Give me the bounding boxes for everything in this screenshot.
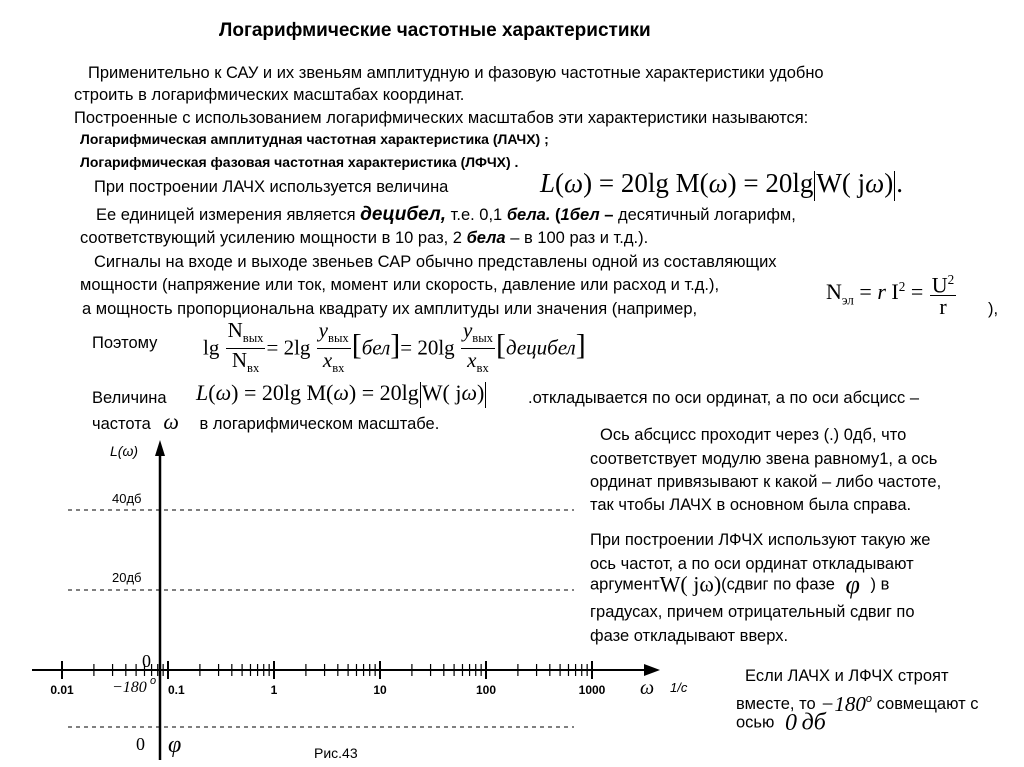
note-3-line-2: [736, 689, 979, 717]
note-1-line-1: Ось абсцисс проходит через (.) 0дб, что: [600, 426, 907, 444]
decibel-pre: Ее единицей измерения является: [96, 206, 356, 224]
y-axis-arrow: [155, 440, 165, 456]
decibel-bela-1: бела.: [506, 206, 551, 224]
note-1-line-2: соответствует модулю звена равному1, а ось: [590, 450, 938, 468]
formula-period: .: [896, 168, 903, 198]
construction-text: При построении ЛАЧХ используется величина: [94, 178, 449, 196]
lachx-definition: Логарифмическая амплитудная частотная характеристика (ЛАЧХ) ;: [80, 131, 549, 147]
signals-line-3: а мощность пропорциональна квадрату их амплитуды или значения (например,: [82, 300, 698, 318]
note-2-line-2: ось частот, а по оси ординат откладывают: [590, 555, 914, 573]
decibel-bel-1: 1бел: [560, 206, 600, 224]
chart-axes: [32, 440, 660, 760]
therefore-N-out: N: [227, 318, 243, 342]
x-tick-label: 10: [373, 683, 387, 697]
intro-line-3: Построенные с использованием логарифмических масштабов эти характеристики называются:: [74, 109, 809, 127]
note-3-deg: o: [865, 693, 873, 705]
note-3-zero: 0: [785, 709, 797, 736]
page-title: Логарифмические частотные характеристики: [219, 20, 651, 41]
signals-line-2: мощности (напряжение или ток, момент или скорость, давление или расход и т.д.),: [80, 276, 720, 294]
decibel-rest: десятичный логарифм,: [617, 206, 796, 224]
power-sub: эл: [841, 292, 854, 308]
therefore-label: Поэтому: [92, 334, 158, 352]
x-tick-label: 0.01: [50, 683, 74, 697]
note-2-in: ) в: [870, 575, 890, 594]
therefore-out-sub: вых: [242, 331, 264, 346]
y-axis-label-text: L(ω): [110, 443, 139, 459]
phase-zero-label: 0: [136, 734, 145, 754]
y-axis-label: [110, 443, 138, 459]
magnitude-omega-3: ω: [461, 380, 478, 405]
magnitude-label: Величина: [92, 389, 167, 407]
magnitude-after: .откладывается по оси ординат, а по оси абсцисс –: [528, 389, 920, 407]
note-1-line-4: так чтобы ЛАЧХ в основном была справа.: [590, 496, 912, 514]
power-r: r: [877, 279, 886, 305]
x-tick-label: 1: [270, 683, 278, 697]
formula-eq1: ) = 20lg M(: [583, 168, 709, 198]
note-3-line-1: Если ЛАЧХ и ЛФЧХ строят: [745, 667, 949, 685]
therefore-in-sub-2: вх: [332, 361, 345, 376]
note-3-angle: −180: [820, 692, 866, 717]
note-2-arg: аргумент: [590, 575, 660, 594]
magnitude-omega-symbol: ω: [163, 409, 179, 434]
magnitude-W: W( j: [421, 380, 462, 405]
therefore-eq20lg: = 20lg: [400, 335, 455, 360]
note-3-together: вместе, то: [736, 695, 816, 714]
x-axis-unit: 1/c: [670, 680, 688, 695]
label-40db: 40дб: [112, 491, 142, 506]
therefore-in-sub-3: вх: [476, 361, 489, 376]
magnitude-omega-1: ω: [215, 380, 232, 405]
note-1-line-3: ординат привязывают к какой – либо частоте,: [590, 473, 942, 491]
therefore-formula: lg $\frac{N_{вых}}{N_{вх}}$ = 2lg $\frac{y_{вых}}{x_{вх}}$ [бел]= 20lg $\frac{y_{вых}}{x_{вх}}$ [децибел]: [203, 320, 586, 379]
decibel-open: (: [555, 206, 561, 224]
formula-L: L: [540, 168, 556, 198]
power-U-sup: 2: [947, 272, 955, 287]
note-3-db: дб: [801, 709, 826, 736]
formula-omega-2: ω: [708, 168, 728, 198]
x-axis-arrow: [644, 664, 660, 676]
intro-line-2: строить в логарифмических масштабах координат.: [74, 86, 465, 104]
therefore-eq2lg: = 2lg: [266, 335, 311, 360]
formula-omega: ω: [564, 168, 584, 198]
decibel-word: децибел,: [360, 204, 447, 225]
power-I: I: [891, 279, 899, 305]
note-2-shift: (сдвиг по фазе: [721, 575, 835, 594]
therefore-x-1: x: [322, 348, 333, 373]
therefore-N-in: N: [231, 348, 247, 373]
formula-omega-3: ω: [865, 168, 885, 198]
decibel-mid: т.е. 0,1: [450, 206, 503, 224]
phase-axis-label: φ: [168, 732, 182, 758]
magnitude-eq1: ) = 20lg M(: [231, 380, 334, 405]
signals-paren-close: ),: [988, 300, 999, 318]
decibel-bela-2: бела: [466, 229, 506, 247]
x-axis-omega: ω: [640, 677, 655, 699]
formula-close: ): [884, 168, 894, 198]
therefore-lg: lg: [203, 335, 220, 360]
therefore-in-sub: вх: [247, 361, 260, 376]
decibel-dash: –: [604, 206, 614, 224]
note-2-line-5: фазе откладывают вверх.: [590, 627, 789, 645]
power-sup: 2: [898, 278, 906, 294]
power-eq-2: =: [910, 279, 924, 305]
magnitude-close: ): [477, 380, 485, 405]
db-zero-label: 0: [142, 651, 151, 671]
magnitude-formula: L(ω) = 20lg M(ω) = 20lg W( jω): [196, 380, 487, 408]
x-tick-label: 1000: [578, 683, 606, 697]
label-20db: 20дб: [112, 570, 142, 585]
note-2-W: W( jω): [659, 571, 722, 597]
power-eq: =: [859, 279, 872, 305]
note-3-combine: совмещают с: [876, 695, 979, 714]
power-den: r: [939, 294, 947, 320]
figure-caption: Рис.43: [314, 745, 358, 761]
note-3-axis: осью: [736, 713, 775, 732]
therefore-y-1: y: [318, 318, 328, 342]
note-2-phi: φ: [845, 569, 860, 599]
magnitude-scale: в логарифмическом масштабе.: [199, 415, 440, 433]
magnitude-omega-2: ω: [333, 380, 349, 405]
lfchx-definition: Логарифмическая фазовая частотная характеристика (ЛФЧХ) .: [80, 154, 519, 170]
intro-line-1: Применительно к САУ и их звеньям амплитудную и фазовую частотные характеристики удобно: [88, 64, 824, 82]
therefore-x-2: x: [467, 348, 477, 373]
decibel-line2a: соответствующий усилению мощности в 10 раз, 2: [80, 229, 462, 247]
therefore-out-sub-2: вых: [328, 331, 349, 346]
formula-W: W( j: [816, 168, 866, 198]
power-U: U: [931, 272, 948, 298]
note-3-line-3: [736, 709, 826, 736]
therefore-decibel: децибел: [505, 335, 576, 360]
lachx-formula: L(ω) = 20lg M(ω) = 20lg W( jω) .: [540, 168, 903, 201]
power-N: N: [826, 279, 842, 305]
therefore-out-sub-3: вых: [472, 331, 493, 346]
phase-minus-180-label: −180: [112, 679, 147, 696]
magnitude-L: L: [196, 380, 209, 405]
note-2-line-1: При построении ЛФЧХ используют такую же: [590, 531, 931, 549]
note-2-line-3: [590, 569, 890, 599]
formula-eq2: ) = 20lg: [727, 168, 814, 198]
phase-degree-mark: o: [150, 675, 157, 687]
therefore-bel: бел: [361, 335, 391, 360]
therefore-y-2: y: [462, 318, 473, 342]
x-tick-label: 100: [475, 683, 497, 697]
note-2-line-4: градусах, причем отрицательный сдвиг по: [590, 603, 915, 621]
magnitude-eq2: ) = 20lg: [348, 380, 419, 405]
signals-line-1: Сигналы на входе и выходе звеньев САР обычно представлены одной из составляющих: [94, 253, 777, 271]
magnitude-freq: частота: [92, 415, 151, 433]
decibel-line2b: – в 100 раз и т.д.).: [510, 229, 649, 247]
x-tick-label: 0.1: [168, 683, 185, 697]
